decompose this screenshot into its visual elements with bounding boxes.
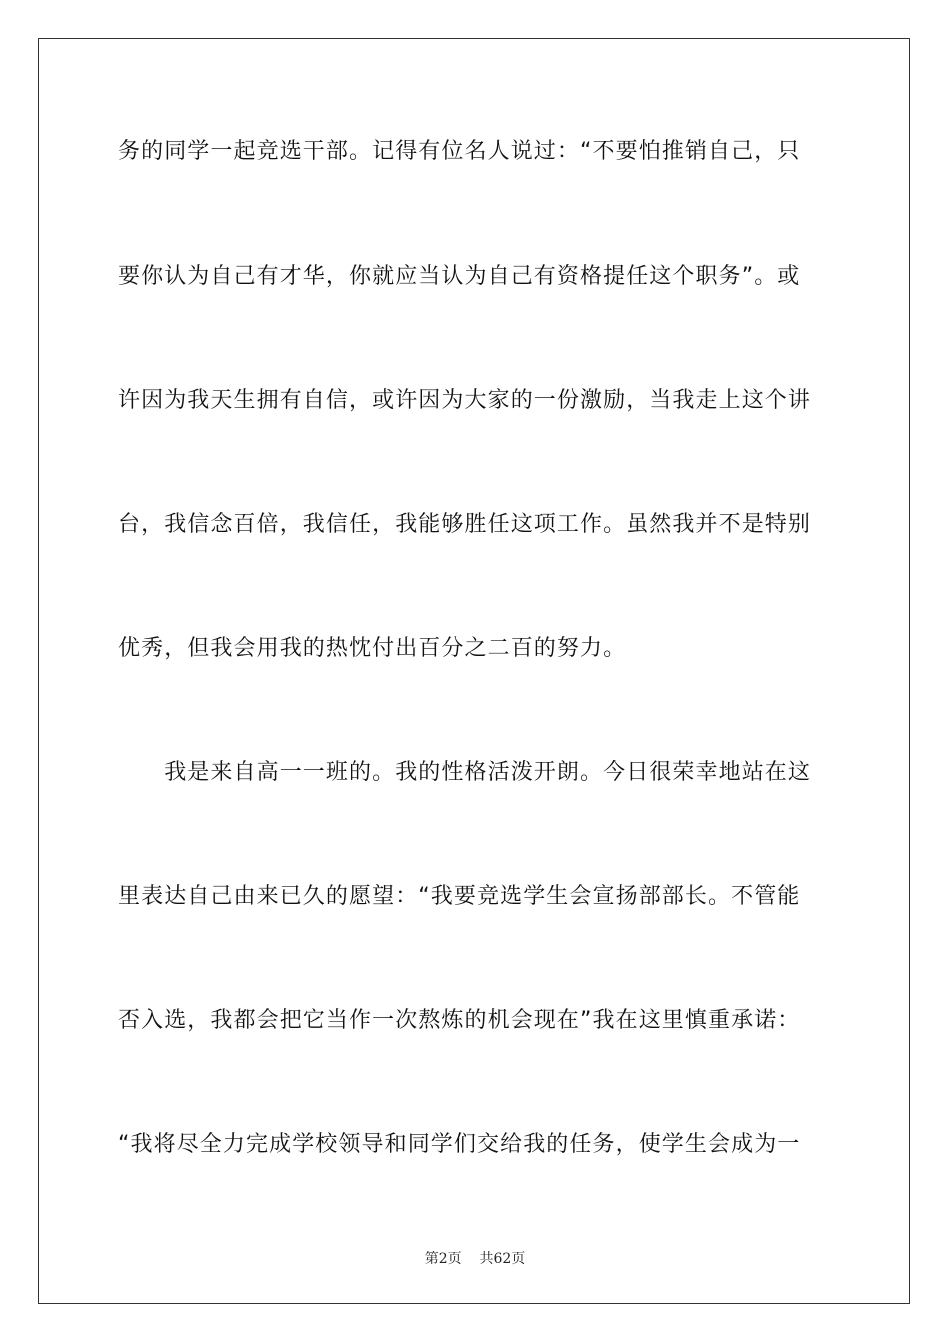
text-line-8: 否入选，我都会把它当作一次熬炼的机会现在”我在这里慎重承诺： <box>118 1008 801 1033</box>
text-line-7: 里表达自己由来已久的愿望：“我要竞选学生会宣扬部部长。不管能 <box>118 884 801 909</box>
page-number: 第2页 <box>424 1251 462 1267</box>
text-line-3: 许因为我天生拥有自信，或许因为大家的一份激励，当我走上这个讲 <box>118 388 812 413</box>
text-line-1: 务的同学一起竞选干部。记得有位名人说过：“不要怕推销自己，只 <box>118 139 801 164</box>
text-line-5: 优秀，但我会用我的热忱付出百分之二百的努力。 <box>118 636 627 661</box>
page-footer <box>0 1249 950 1269</box>
page-border <box>38 38 910 1304</box>
text-line-9: “我将尽全力完成学校领导和同学们交给我的任务，使学生会成为一 <box>118 1132 801 1157</box>
text-line-2: 要你认为自己有才华，你就应当认为自己有资格提任这个职务”。或 <box>118 264 801 289</box>
page-total: 共62页 <box>479 1251 526 1267</box>
text-line-6: 我是来自高一一班的。我的性格活泼开朗。今日很荣幸地站在这 <box>118 760 812 785</box>
text-line-4: 台，我信念百倍，我信任，我能够胜任这项工作。虽然我并不是特别 <box>118 512 812 537</box>
